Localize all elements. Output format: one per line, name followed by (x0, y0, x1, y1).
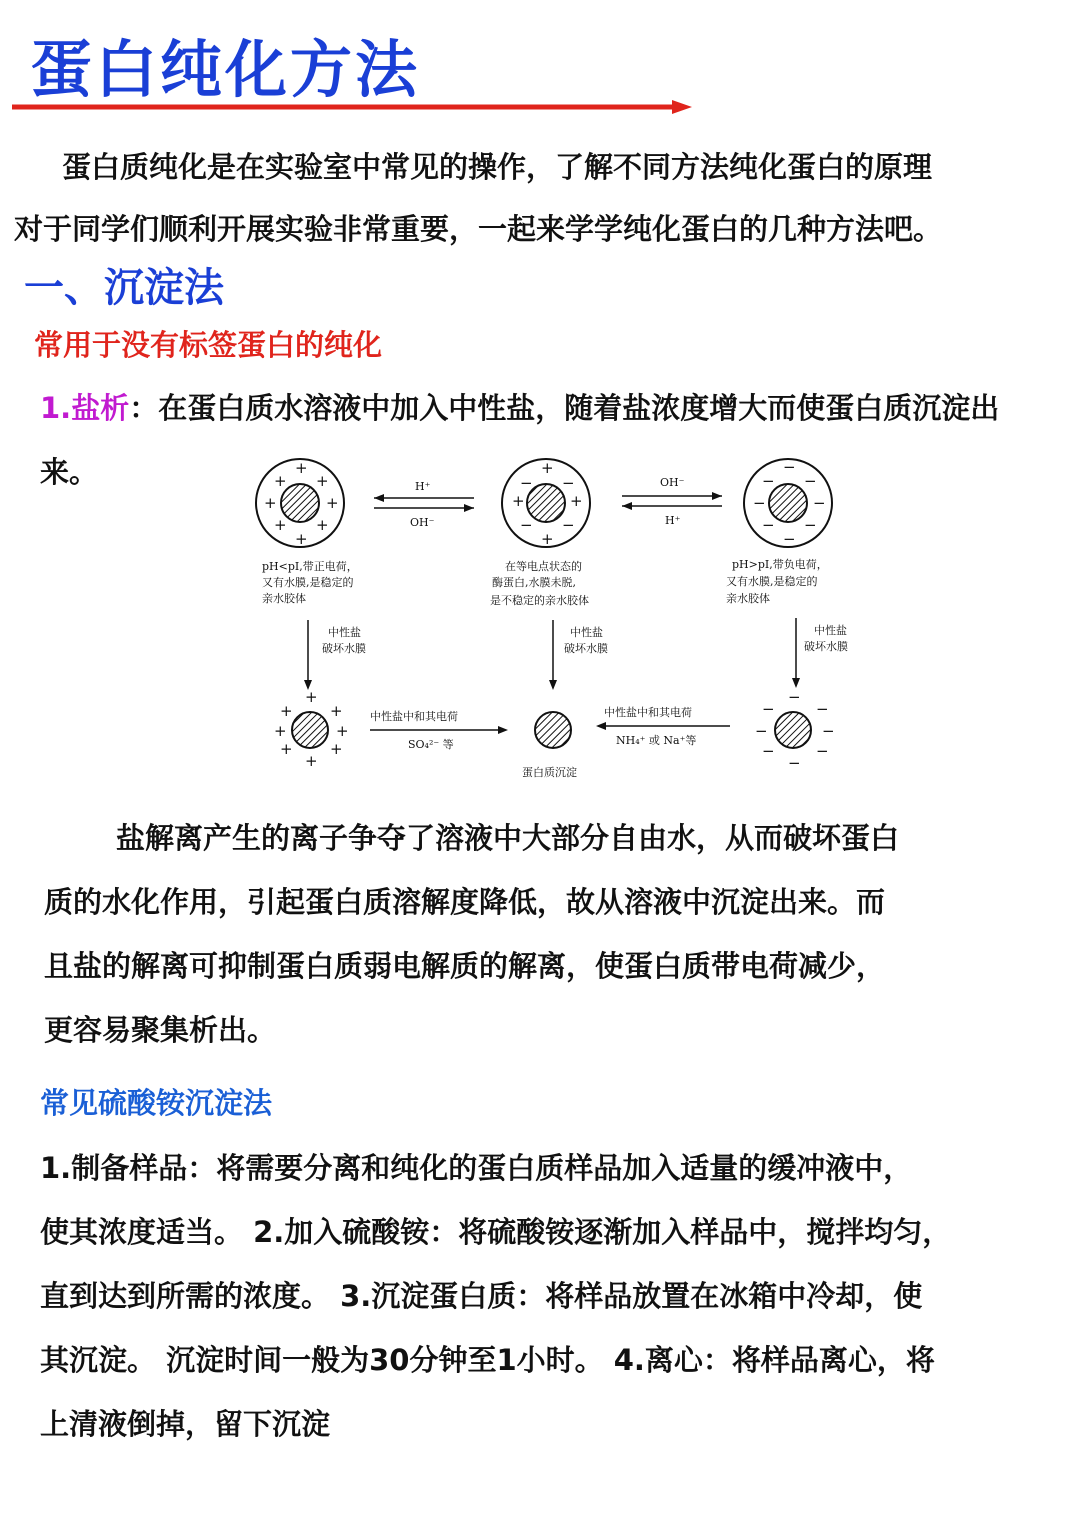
svg-text:−: − (762, 516, 775, 534)
steps-line: 上清液倒掉，留下沉淀 (40, 1407, 331, 1441)
svg-text:+: + (280, 740, 293, 758)
section-subtitle: 常用于没有标签蛋白的纯化 (34, 328, 383, 362)
svg-text:−: − (783, 458, 796, 476)
svg-text:+: + (541, 459, 554, 477)
protein-positive-hydrated (256, 459, 344, 548)
protein-negative-hydrated (744, 458, 832, 548)
svg-text:−: − (804, 472, 817, 490)
salting-out-diagram (250, 448, 870, 788)
steps-line: 直到达到所需的浓度。 3.沉淀蛋白质：将样品放置在冰箱中冷却，使 (40, 1279, 923, 1313)
svg-text:+: + (305, 752, 318, 770)
explanation-line: 质的水化作用，引起蛋白质溶解度降低，故从溶液中沉淀出来。而 (44, 885, 886, 919)
svg-text:+: + (280, 702, 293, 720)
arrow-label: 中性盐中和其电荷 (370, 710, 458, 723)
svg-text:−: − (520, 474, 533, 492)
down-arrow-mid (549, 620, 608, 690)
caption: 又有水膜,是稳定的 (726, 575, 818, 588)
svg-text:+: + (330, 740, 343, 758)
protein-negative-dehydrated (755, 688, 835, 772)
salting-out-text: ：在蛋白质水溶液中加入中性盐，随着盐浓度增大而使蛋白质沉淀出来。 (40, 391, 1000, 489)
svg-text:+: + (316, 472, 329, 490)
precipitate-label: 蛋白质沉淀 (522, 766, 577, 779)
intro-line: 蛋白质纯化是在实验室中常见的操作，了解不同方法纯化蛋白的原理 (62, 150, 933, 184)
caption: 是不稳定的亲水胶体 (490, 594, 589, 607)
svg-text:−: − (762, 742, 775, 760)
svg-text:+: + (295, 530, 308, 548)
intro-line: 对于同学们顺利开展实验非常重要，一起来学学纯化蛋白的几种方法吧。 (14, 212, 943, 246)
svg-text:−: − (562, 516, 575, 534)
arrow-label: H⁺ (665, 514, 681, 527)
equilibrium-arrow-left (374, 480, 474, 529)
svg-text:−: − (562, 474, 575, 492)
arrow-label: SO₄²⁻ 等 (408, 738, 454, 751)
svg-text:−: − (822, 722, 835, 740)
steps-line: 使其浓度适当。 2.加入硫酸铵：将硫酸铵逐渐加入样品中，搅拌均匀， (40, 1215, 952, 1249)
arrow-label: H⁺ (415, 480, 431, 493)
arrow-label: NH₄⁺ 或 Na⁺等 (616, 734, 697, 747)
protein-positive-dehydrated (274, 688, 349, 770)
caption: pH>pI,带负电荷， (732, 558, 828, 571)
caption: 亲水胶体 (262, 592, 306, 605)
salting-out-explanation (44, 806, 1044, 1062)
svg-text:−: − (788, 688, 801, 706)
svg-text:+: + (316, 516, 329, 534)
svg-text:+: + (274, 472, 287, 490)
steps-line: 1.制备样品：将需要分离和纯化的蛋白质样品加入适量的缓冲液中， (40, 1151, 913, 1185)
svg-text:−: − (783, 530, 796, 548)
svg-text:+: + (295, 459, 308, 477)
explanation-line: 且盐的解离可抑制蛋白质弱电解质的解离，使蛋白质带电荷减少， (44, 949, 886, 983)
svg-text:+: + (274, 516, 287, 534)
svg-text:−: − (788, 754, 801, 772)
svg-text:+: + (326, 494, 339, 512)
page-title: 蛋白纯化方法 (30, 33, 421, 106)
neutralize-arrow-right (596, 705, 730, 747)
svg-text:+: + (274, 722, 287, 740)
svg-text:−: − (816, 742, 829, 760)
intro-paragraph (14, 136, 1070, 260)
svg-text:+: + (336, 722, 349, 740)
ammonium-sulfate-steps (40, 1136, 1060, 1456)
svg-text:+: + (330, 702, 343, 720)
protein-precipitate (522, 712, 577, 779)
arrow-label: 破坏水膜 (564, 642, 608, 655)
arrow-label: OH⁻ (660, 476, 685, 489)
caption: 酶蛋白,水膜未脱, (492, 576, 576, 589)
svg-text:−: − (804, 516, 817, 534)
down-arrow-left (304, 620, 366, 690)
arrow-label: 破坏水膜 (804, 640, 848, 653)
down-arrow-right (792, 618, 848, 688)
arrow-label: 中性盐 (570, 626, 603, 639)
svg-text:+: + (305, 688, 318, 706)
svg-text:+: + (570, 492, 583, 510)
explanation-line: 更容易聚集析出。 (44, 1013, 277, 1047)
title-underline-arrow (12, 96, 692, 118)
equilibrium-arrow-right (622, 476, 722, 527)
svg-text:−: − (816, 700, 829, 718)
caption: 又有水膜,是稳定的 (262, 576, 354, 589)
caption: 亲水胶体 (726, 592, 770, 605)
arrow-label: 破坏水膜 (322, 642, 366, 655)
arrow-label: 中性盐中和其电荷 (604, 706, 692, 719)
section-heading-precipitation: 一、沉淀法 (24, 265, 224, 311)
arrow-label: 中性盐 (328, 626, 361, 639)
svg-text:−: − (762, 472, 775, 490)
arrow-label: 中性盐 (814, 624, 847, 637)
svg-text:−: − (762, 700, 775, 718)
svg-text:−: − (520, 516, 533, 534)
neutralize-arrow-left (370, 709, 508, 751)
caption: 在等电点状态的 (505, 560, 582, 573)
svg-text:−: − (813, 494, 826, 512)
arrow-label: OH⁻ (410, 516, 435, 529)
steps-line: 其沉淀。 沉淀时间一般为30分钟至1小时。 4.离心：将样品离心，将 (40, 1343, 935, 1377)
svg-text:−: − (753, 494, 766, 512)
svg-text:−: − (755, 722, 768, 740)
ammonium-sulfate-heading: 常见硫酸铵沉淀法 (40, 1086, 273, 1120)
caption: pH<pI,带正电荷， (262, 560, 358, 573)
svg-text:+: + (541, 530, 554, 548)
svg-text:+: + (264, 494, 277, 512)
svg-text:+: + (512, 492, 525, 510)
salting-out-keyword: 1.盐析 (40, 391, 130, 425)
explanation-line: 盐解离产生的离子争夺了溶液中大部分自由水，从而破坏蛋白 (116, 821, 900, 855)
protein-isoelectric-hydrated (502, 459, 590, 548)
